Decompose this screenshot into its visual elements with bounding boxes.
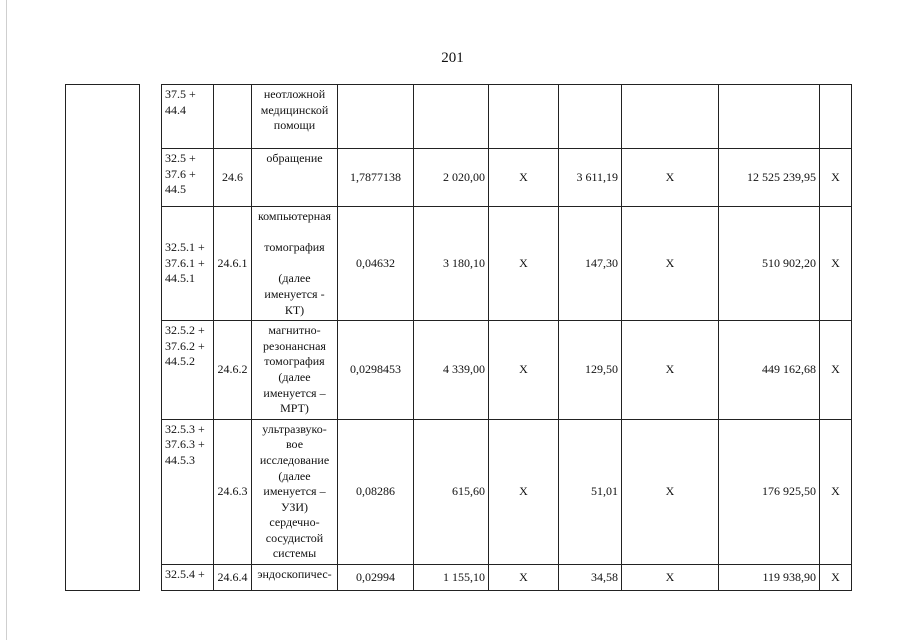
table-body: [66, 85, 852, 591]
cell-col8: 147,30: [559, 207, 622, 321]
cell-col5: 0,04632: [338, 207, 414, 321]
row-name: неотложной медицинской помощи: [252, 85, 338, 149]
row-code: 32.5.2 + 37.6.2 + 44.5.2: [162, 321, 214, 420]
row-number: 24.6: [214, 149, 252, 207]
spacer-cell: [140, 419, 162, 564]
row-name: эндоскопичес-: [252, 565, 338, 591]
table-row: [66, 321, 852, 420]
merged-left-cell: [66, 85, 140, 591]
data-table: [65, 84, 852, 591]
table-row: [66, 85, 852, 149]
cell-col8: 51,01: [559, 419, 622, 564]
cell-col6: 2 020,00: [414, 149, 489, 207]
cell-col11: X: [820, 321, 852, 420]
cell-col9: X: [622, 207, 719, 321]
cell-col5: 1,7877138: [338, 149, 414, 207]
cell-col7: X: [489, 565, 559, 591]
cell-col5: 0,0298453: [338, 321, 414, 420]
cell-col10: 176 925,50: [719, 419, 820, 564]
cell-col10: 449 162,68: [719, 321, 820, 420]
row-name: обращение: [252, 149, 338, 207]
row-code: 32.5 + 37.6 + 44.5: [162, 149, 214, 207]
cell-col9: X: [622, 419, 719, 564]
cell-col8: [559, 85, 622, 149]
cell-col10: 510 902,20: [719, 207, 820, 321]
cell-col8: 3 611,19: [559, 149, 622, 207]
cell-col10: [719, 85, 820, 149]
cell-col10: 12 525 239,95: [719, 149, 820, 207]
cell-col11: X: [820, 419, 852, 564]
row-code: 32.5.4 +: [162, 565, 214, 591]
row-code: 32.5.1 + 37.6.1 + 44.5.1: [162, 207, 214, 321]
cell-col9: X: [622, 321, 719, 420]
cell-col5: [338, 85, 414, 149]
scan-edge-line: [6, 0, 7, 640]
row-name: компьютерная томография (далее именуется - КТ): [252, 207, 338, 321]
cell-col10: 119 938,90: [719, 565, 820, 591]
cell-col6: 1 155,10: [414, 565, 489, 591]
row-number: [214, 85, 252, 149]
row-name: магнитно- резонансная томография (далее именуется – МРТ): [252, 321, 338, 420]
spacer-cell: [140, 321, 162, 420]
cell-col7: [489, 85, 559, 149]
cell-col7: X: [489, 207, 559, 321]
page-number: 201: [441, 50, 464, 66]
cell-col6: [414, 85, 489, 149]
row-code: 32.5.3 + 37.6.3 + 44.5.3: [162, 419, 214, 564]
cell-col8: 34,58: [559, 565, 622, 591]
table-row: [66, 207, 852, 321]
cell-col5: 0,08286: [338, 419, 414, 564]
row-number: 24.6.2: [214, 321, 252, 420]
row-number: 24.6.3: [214, 419, 252, 564]
cell-col7: X: [489, 419, 559, 564]
table-row: [66, 565, 852, 591]
row-code: 37.5 + 44.4: [162, 85, 214, 149]
row-name: ультразвуко- вое исследование (далее именуется – УЗИ) сердечно- сосудистой системы: [252, 419, 338, 564]
cell-col11: X: [820, 149, 852, 207]
cell-col11: [820, 85, 852, 149]
row-number: 24.6.1: [214, 207, 252, 321]
cell-col8: 129,50: [559, 321, 622, 420]
cell-col9: X: [622, 565, 719, 591]
spacer-cell: [140, 85, 162, 149]
cell-col11: X: [820, 207, 852, 321]
cell-col6: 615,60: [414, 419, 489, 564]
cell-col9: [622, 85, 719, 149]
cell-col6: 3 180,10: [414, 207, 489, 321]
cell-col11: X: [820, 565, 852, 591]
cell-col7: X: [489, 149, 559, 207]
table-row: [66, 419, 852, 564]
table-row: [66, 149, 852, 207]
cell-col9: X: [622, 149, 719, 207]
cell-col5: 0,02994: [338, 565, 414, 591]
cell-col7: X: [489, 321, 559, 420]
spacer-cell: [140, 207, 162, 321]
spacer-cell: [140, 149, 162, 207]
row-number: 24.6.4: [214, 565, 252, 591]
spacer-cell: [140, 565, 162, 591]
cell-col6: 4 339,00: [414, 321, 489, 420]
